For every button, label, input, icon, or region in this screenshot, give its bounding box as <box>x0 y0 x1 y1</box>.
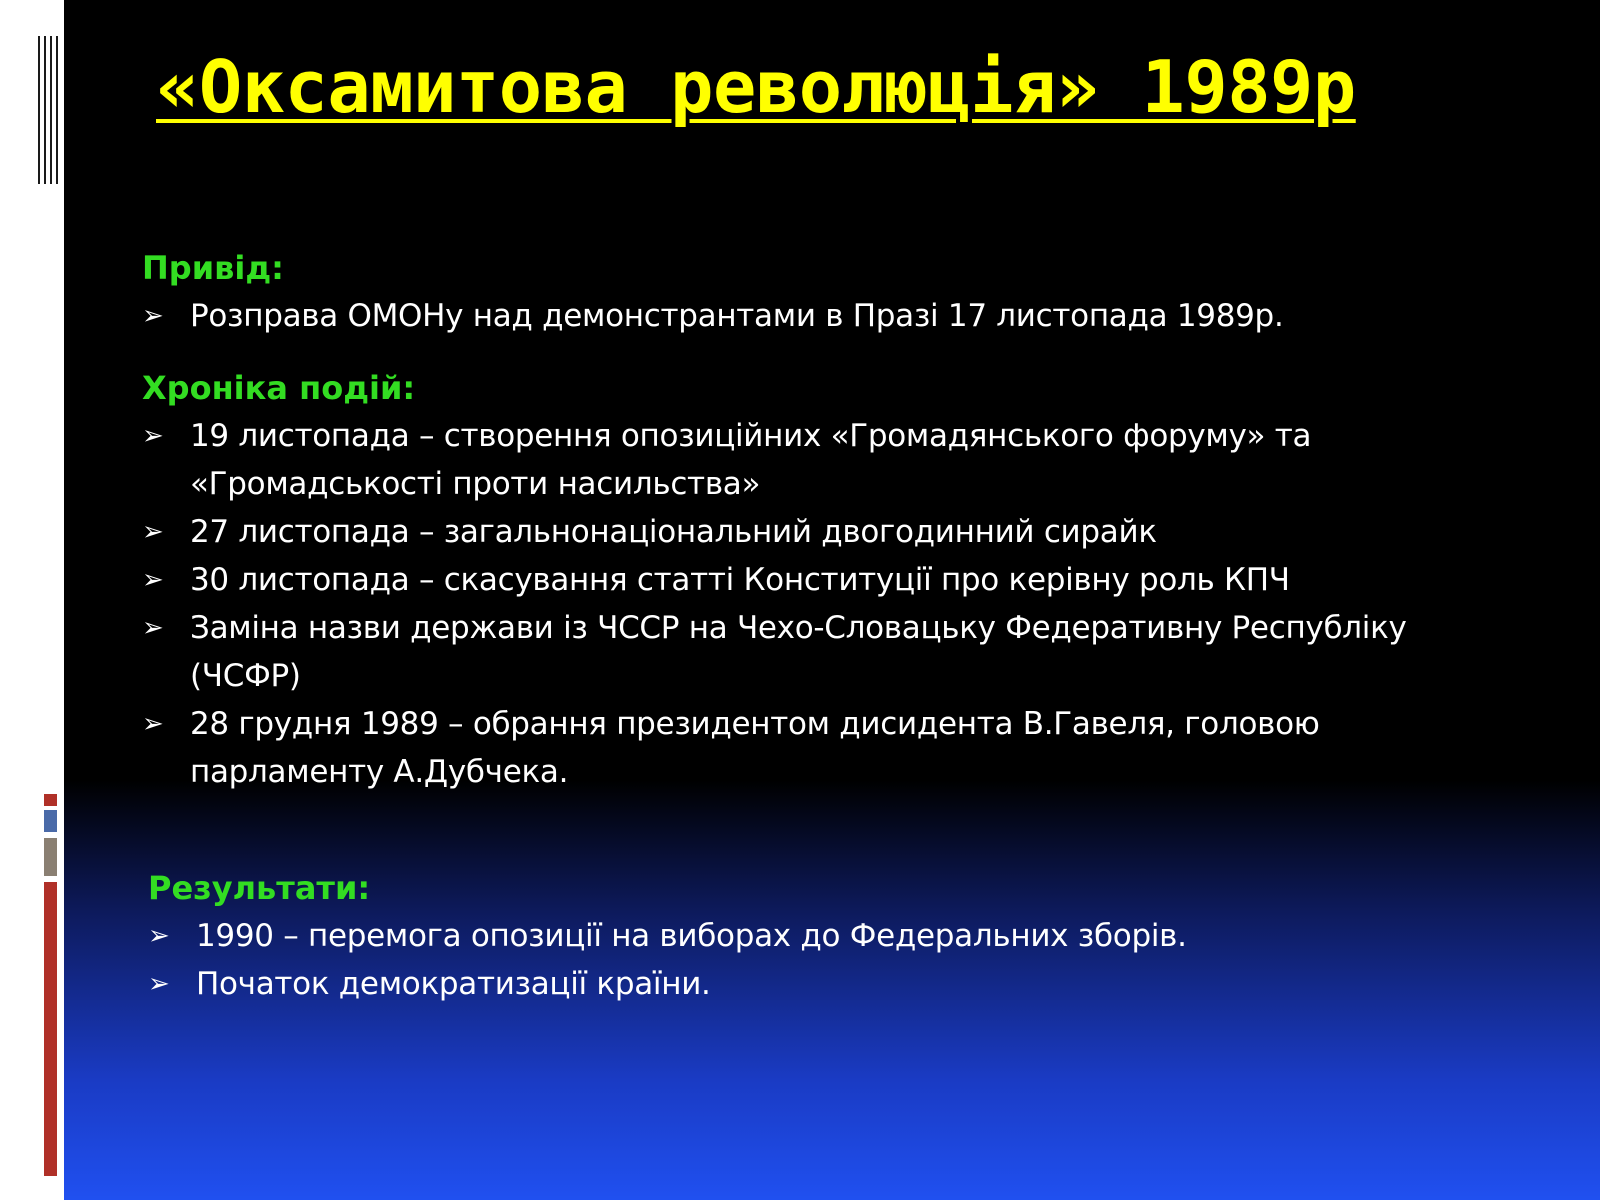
list-item <box>148 960 1508 1008</box>
arrow-bullet-icon: ➢ <box>142 517 164 547</box>
left-decoration-strip <box>0 0 64 1200</box>
slide-canvas <box>64 0 1600 1200</box>
section-results <box>148 864 1508 1008</box>
arrow-bullet-icon: ➢ <box>142 565 164 595</box>
slide-title: «Оксамитова революція» 1989р <box>156 45 1356 129</box>
list-item <box>142 508 1502 556</box>
deco-bar-red-long <box>44 882 57 1176</box>
arrow-bullet-icon: ➢ <box>142 421 164 451</box>
section-heading: Результати: <box>148 869 371 907</box>
list-item <box>142 292 1502 340</box>
arrow-bullet-icon: ➢ <box>142 613 164 643</box>
list-item-text: 19 листопада – створення опозиційних «Громадянського форуму» та «Громадськості проти насильства» <box>190 418 1312 502</box>
arrow-bullet-icon: ➢ <box>148 969 170 999</box>
section-pretext <box>142 244 1502 340</box>
bullet-list <box>142 412 1502 796</box>
list-item-text: Розправа ОМОНу над демонстрантами в Празі 17 листопада 1989р. <box>190 298 1284 334</box>
deco-bar-red-small <box>44 794 57 806</box>
list-item <box>142 412 1502 508</box>
list-item-text: 28 грудня 1989 – обрання президентом дисидента В.Гавеля, головою парламенту А.Дубчека. <box>190 706 1320 790</box>
list-item <box>142 604 1502 700</box>
list-item <box>142 556 1502 604</box>
arrow-bullet-icon: ➢ <box>148 921 170 951</box>
section-chronicle <box>142 364 1502 796</box>
deco-line <box>50 36 52 184</box>
list-item-text: 1990 – перемога опозиції на виборах до Федеральних зборів. <box>196 918 1187 954</box>
bullet-list <box>148 912 1508 1008</box>
bullet-list <box>142 292 1502 340</box>
deco-line <box>44 36 46 184</box>
section-heading: Хроніка подій: <box>142 369 416 407</box>
list-item <box>142 700 1502 796</box>
section-heading: Привід: <box>142 249 284 287</box>
deco-bar-blue <box>44 810 57 832</box>
list-item <box>148 912 1508 960</box>
deco-line <box>38 36 40 184</box>
list-item-text: Початок демократизації країни. <box>196 966 711 1002</box>
list-item-text: 27 листопада – загальнонаціональний двогодинний сирайк <box>190 514 1157 550</box>
deco-line <box>56 36 58 184</box>
arrow-bullet-icon: ➢ <box>142 709 164 739</box>
deco-bar-gray <box>44 838 57 876</box>
list-item-text: 30 листопада – скасування статті Конституції про керівну роль КПЧ <box>190 562 1290 598</box>
list-item-text: Заміна назви держави із ЧССР на Чехо-Словацьку Федеративну Республіку (ЧСФР) <box>190 610 1407 694</box>
vertical-lines-decoration <box>38 36 64 184</box>
arrow-bullet-icon: ➢ <box>142 301 164 331</box>
